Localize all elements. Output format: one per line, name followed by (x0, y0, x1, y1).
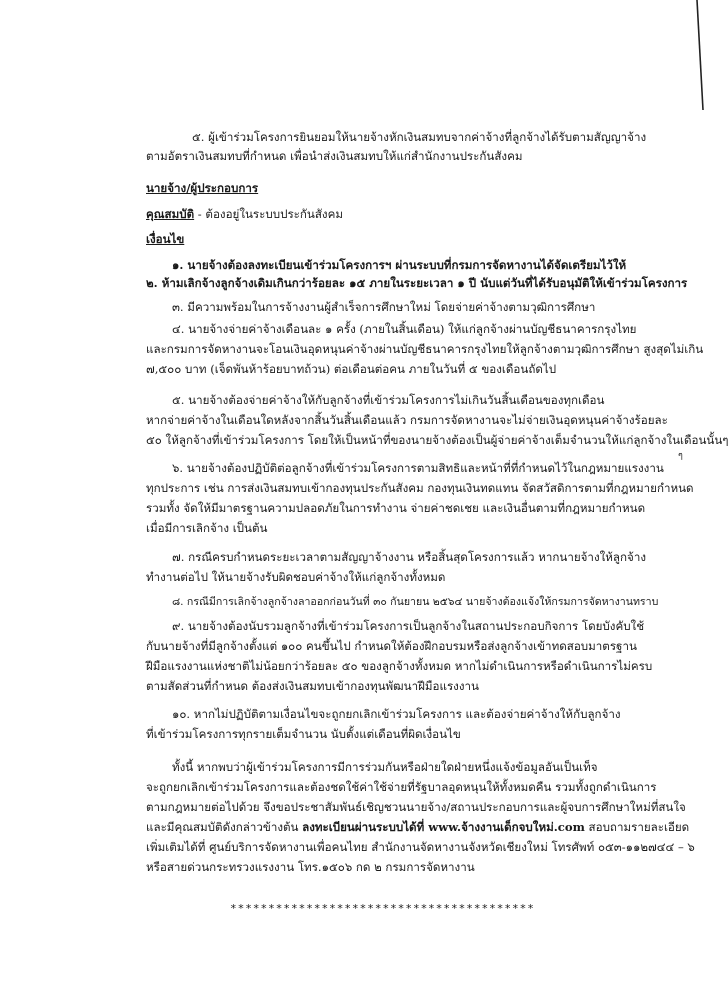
heading-employer: นายจ้าง/ผู้ประกอบการ (146, 181, 259, 195)
notice-line-4-start: และมีคุณสมบัติดังกล่าวข้างต้น (146, 820, 303, 834)
condition-6-line-2: ทุกประการ เช่น การส่งเงินสมทบเข้ากองทุนประกันสังคม กองทุนเงินทดแทน จัดสวัสดิการตามที่กฎหมายกำหนด (146, 481, 694, 495)
condition-5-line-1: ๕. นายจ้างต้องจ่ายค่าจ้างให้กับลูกจ้างที่เข้าร่วมโครงการไม่เกินวันสิ้นเดือนของทุกเดือน (172, 393, 605, 407)
asterisk-divider: **************************************** (230, 902, 535, 915)
condition-6-line-3: รวมทั้ง จัดให้มีมาตรฐานความปลอดภัยในการทำงาน จ่ายค่าชดเชย และเงินอื่นตามที่กฎหมายกำหนด (146, 501, 646, 515)
condition-5-line-3: ๕๐ ให้ลูกจ้างที่เข้าร่วมโครงการ โดยให้เป็นหน้าที่ของนายจ้างต้องเป็นผู้จ่ายค่าจ้างเต็มจำนวนให้แก่ลูกจ้างในเดือนนั้นๆ (146, 433, 728, 447)
condition-4-line-3: ๗,๕๐๐ บาท (เจ็ดพันห้าร้อยบาทถ้วน) ต่อเดือนต่อคน ภายในวันที่ ๕ ของเดือนถัดไป (146, 362, 557, 376)
clause-5-line-2: ตามอัตราเงินสมทบที่กำหนด เพื่อนำส่งเงินสมทบให้แก่สำนักงานประกันสังคม (146, 149, 523, 163)
notice-line-4-end: สอบถามรายละเอียด (584, 820, 690, 834)
qualification-label: คุณสมบัติ (146, 207, 195, 221)
condition-1-line-2: ๒. ห้ามเลิกจ้างลูกจ้างเดิมเกินกว่าร้อยละ ๑๕ ภายในระยะเวลา ๑ ปี นับแต่วันที่ได้รับอนุมัติให้เข้าร่วมโครงการ (146, 276, 688, 290)
condition-4-line-1: ๔. นายจ้างจ่ายค่าจ้างเดือนละ ๑ ครั้ง (ภายในสิ้นเดือน) ให้แก่ลูกจ้างผ่านบัญชีธนาคารกรุงไทย (172, 322, 637, 336)
notice-line-4 (146, 820, 690, 834)
notice-line-3: ตามกฎหมายต่อไปด้วย จึงขอประชาสัมพันธ์เชิญชวนนายจ้าง/สถานประกอบการและผู้จบการศึกษาใหม่ที่สนใจ (146, 800, 686, 814)
condition-3: ๓. มีความพร้อมในการจ้างงานผู้สำเร็จการศึกษาใหม่ โดยจ่ายค่าจ้างตามวุฒิการศึกษา (172, 300, 596, 314)
condition-10-line-1: ๑๐. หากไม่ปฏิบัติตามเงื่อนไขจะถูกยกเลิกเข้าร่วมโครงการ และต้องจ่ายค่าจ้างให้กับลูกจ้าง (172, 707, 621, 721)
notice-line-2: จะถูกยกเลิกเข้าร่วมโครงการและต้องชดใช้ค่าใช้จ่ายที่รัฐบาลอุดหนุนให้ทั้งหมดคืน รวมทั้งถูกดำเนินการ (146, 780, 657, 794)
qualification-line (146, 207, 546, 221)
condition-6-line-1: ๖. นายจ้างต้องปฏิบัติต่อลูกจ้างที่เข้าร่วมโครงการตามสิทธิและหน้าที่ที่กำหนดไว้ในกฎหมายแรงงาน (172, 461, 664, 475)
condition-9-line-2: กับนายจ้างที่มีลูกจ้างตั้งแต่ ๑๐๐ คนขึ้นไป กำหนดให้ต้องฝึกอบรมหรือส่งลูกจ้างเข้าทดสอบมาตรฐาน (146, 639, 637, 653)
condition-6-line-4: เมื่อมีการเลิกจ้าง เป็นต้น (146, 521, 268, 535)
condition-1-line-1: ๑. นายจ้างต้องลงทะเบียนเข้าร่วมโครงการฯ ผ่านระบบที่กรมการจัดหางานได้จัดเตรียมไว้ให้ (172, 258, 627, 272)
qualification-text: - ต้องอยู่ในระบบประกันสังคม (194, 207, 343, 221)
condition-10-line-2: ที่เข้าร่วมโครงการทุกรายเต็มจำนวน นับตั้งแต่เดือนที่ผิดเงื่อนไข (146, 727, 461, 741)
corner-scan-line (697, 0, 703, 110)
condition-9-line-1: ๙. นายจ้างต้องนับรวมลูกจ้างที่เข้าร่วมโครงการเป็นลูกจ้างในสถานประกอบกิจการ โดยบังคับใช้ (172, 619, 645, 633)
notice-line-6: หรือสายด่วนกระทรวงแรงงาน โทร.๑๕๐๖ กด ๒ กรมการจัดหางาน (146, 860, 475, 874)
condition-4-line-2: และกรมการจัดหางานจะโอนเงินอุดหนุนค่าจ้างผ่านบัญชีธนาคารกรุงไทยให้ลูกจ้างตามวุฒิการศึกษา สูงสุดไม่เกิน (146, 342, 704, 356)
condition-9-line-3: ฝีมือแรงงานแห่งชาติไม่น้อยกว่าร้อยละ ๕๐ ของลูกจ้างทั้งหมด หากไม่ดำเนินการหรือดำเนินการไม่ครบ (146, 659, 653, 673)
clause-5-line-1: ๕. ผู้เข้าร่วมโครงการยินยอมให้นายจ้างหักเงินสมทบจากค่าจ้างที่ลูกจ้างได้รับตามสัญญาจ้าง (192, 130, 647, 144)
condition-8: ๘. กรณีมีการเลิกจ้างลูกจ้างลาออกก่อนวันที่ ๓๐ กันยายน ๒๕๖๔ นายจ้างต้องแจ้งให้กรมการจัดหางานทราบ (172, 596, 659, 608)
condition-5-line-2: หากจ่ายค่าจ้างในเดือนใดหลังจากสิ้นวันสิ้นเดือนแล้ว กรมการจัดหางานจะไม่จ่ายเงินอุดหนุนค่าจ้างร้อยละ (146, 413, 668, 427)
registration-link[interactable]: ลงทะเบียนผ่านระบบได้ที่ www.จ้างงานเด็กจบใหม่.com (302, 820, 585, 834)
condition-7-line-1: ๗. กรณีครบกำหนดระยะเวลาตามสัญญาจ้างงาน หรือสิ้นสุดโครงการแล้ว หากนายจ้างให้ลูกจ้าง (172, 550, 646, 564)
condition-7-line-2: ทำงานต่อไป ให้นายจ้างรับผิดชอบค่าจ้างให้แก่ลูกจ้างทั้งหมด (146, 570, 446, 584)
notice-line-1: ทั้งนี้ หากพบว่าผู้เข้าร่วมโครงการมีการร่วมกันหรือฝ่ายใดฝ่ายหนึ่งแจ้งข้อมูลอันเป็นเท็จ (172, 760, 598, 774)
notice-line-5: เพิ่มเติมได้ที่ ศูนย์บริการจัดหางานเพื่อคนไทย สำนักงานจัดหางานจังหวัดเชียงใหม่ โทรศัพท์ ๐๕๓-๑๑๒๗๔๔ – ๖ (146, 840, 695, 854)
heading-conditions: เงื่อนไข (146, 232, 185, 246)
condition-9-line-4: ตามสัดส่วนที่กำหนด ต้องส่งเงินสมทบเข้ากองทุนพัฒนาฝีมือแรงงาน (146, 679, 479, 693)
margin-mark: ๆ (678, 451, 683, 461)
